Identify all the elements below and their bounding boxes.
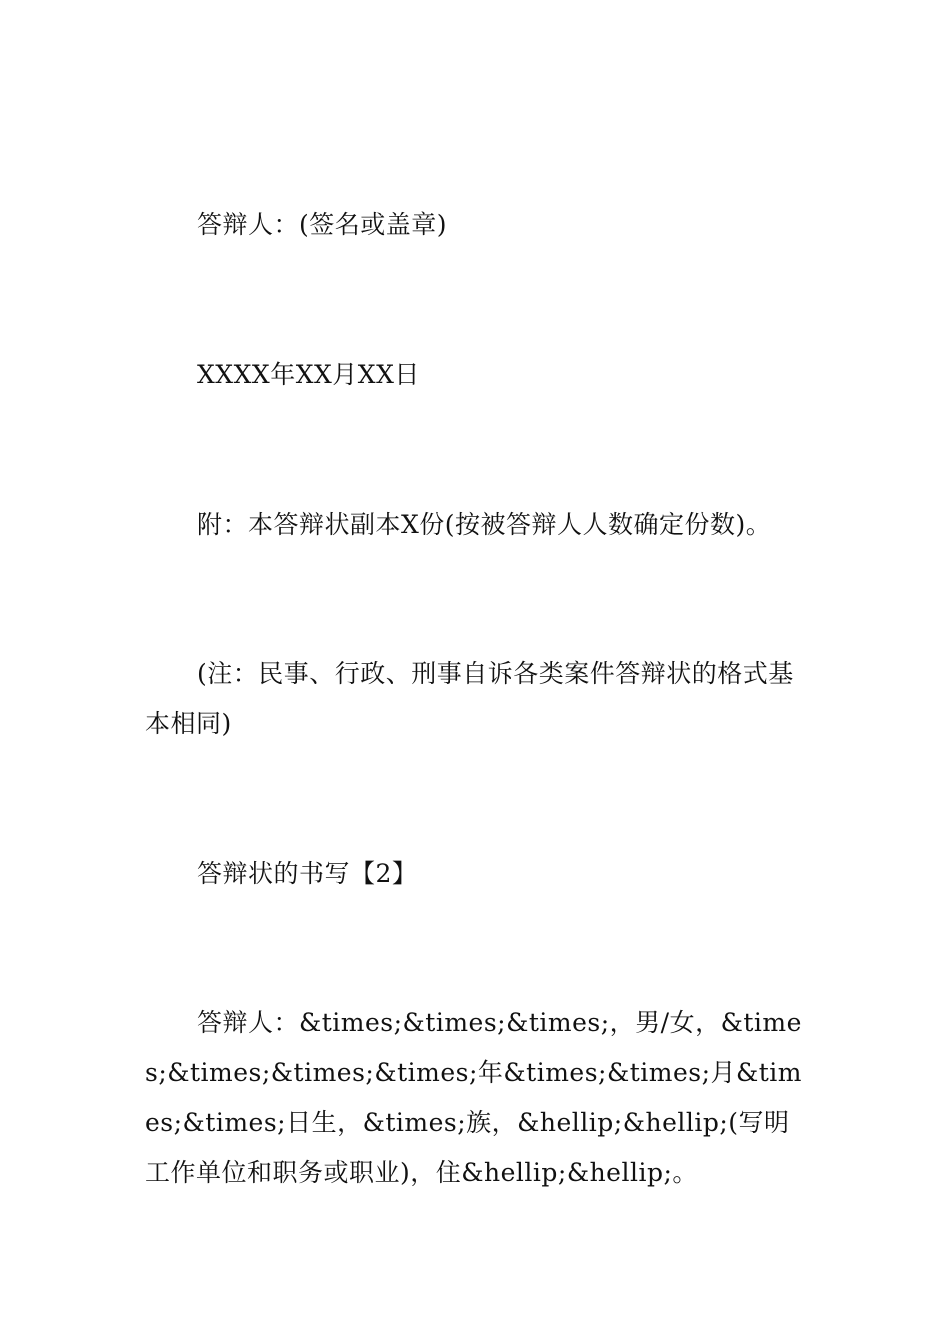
attachment-note: 附：本答辩状副本X份(按被答辩人人数确定份数)。 — [197, 510, 772, 539]
format-note: (注：民事、行政、刑事自诉各类案件答辩状的格式基本相同) — [145, 659, 794, 738]
signature-line: 答辩人：(签名或盖章) — [197, 210, 448, 239]
respondent-info: 答辩人：&times;&times;&times;，男/女，&times;&times;&times;&times;年&times;&times;月&times;&times;日生，&times;族，&hellip;&hellip;(写明工作单位和职务或职业)，住&hellip;&hellip;。 — [145, 1008, 802, 1187]
date-line: XXXX年XX月XX日 — [197, 360, 420, 389]
section-heading: 答辩状的书写【2】 — [197, 859, 418, 888]
